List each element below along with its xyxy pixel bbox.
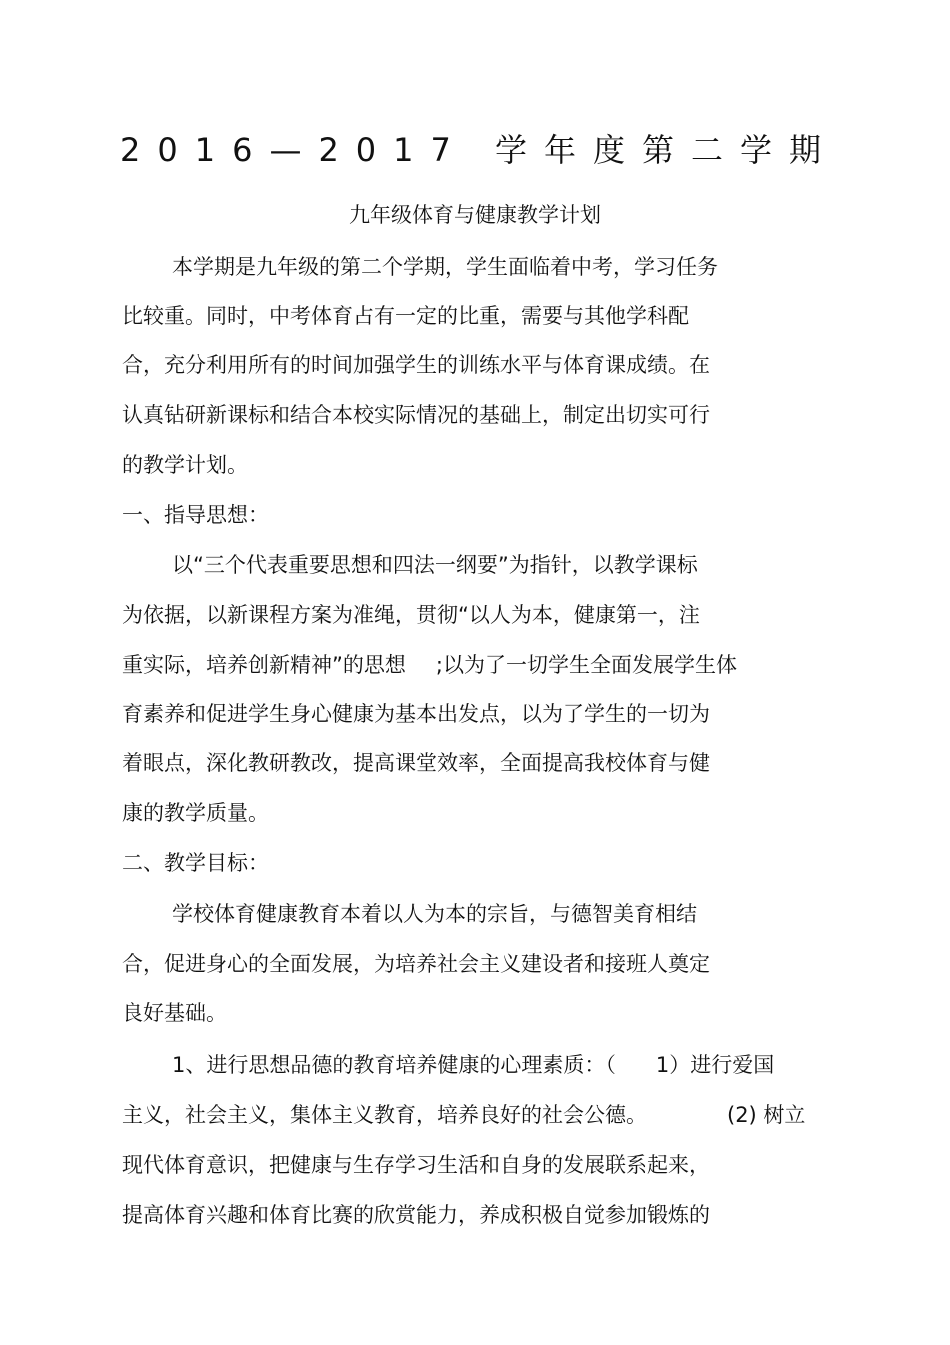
item-1-line-2-part-b: (2) 树立 (727, 1103, 806, 1127)
item-1-line-1-part-a: 1、进行思想品德的教育培养健康的心理素质：（ (172, 1053, 616, 1077)
item-1-line-3: 现代体育意识，把健康与生存学习生活和自身的发展联系起来， (122, 1153, 710, 1177)
section-1-line-3 (122, 650, 737, 680)
section-2-heading: 二、教学目标： (122, 851, 269, 875)
section-1-line-3-part-b: ;以为了一切学生全面发展学生体 (435, 653, 737, 677)
section-2-line-2: 合，促进身心的全面发展，为培养社会主义建设者和接班人奠定 (122, 952, 710, 976)
item-1-line-1 (172, 1050, 774, 1080)
document-subtitle: 九年级体育与健康教学计划 (349, 203, 601, 227)
section-1-line-6: 康的教学质量。 (122, 801, 269, 825)
intro-line-4: 认真钻研新课标和结合本校实际情况的基础上，制定出切实可行 (122, 403, 710, 427)
document-title: 2016—2017 学年度第二学期 (120, 131, 839, 169)
item-1-line-2 (122, 1100, 805, 1130)
item-1-line-2-part-a: 主义，社会主义，集体主义教育，培养良好的社会公德。 (122, 1103, 647, 1127)
intro-line-2: 比较重。同时，中考体育占有一定的比重，需要与其他学科配 (122, 304, 689, 328)
item-1-line-1-part-b: 1）进行爱国 (655, 1053, 775, 1077)
section-2-line-1: 学校体育健康教育本着以人为本的宗旨，与德智美育相结 (172, 902, 697, 926)
intro-line-1: 本学期是九年级的第二个学期，学生面临着中考，学习任务 (172, 255, 718, 279)
section-1-line-2: 为依据，以新课程方案为准绳，贯彻“以人为本，健康第一，注 (122, 603, 700, 627)
section-1-line-5: 着眼点，深化教研教改，提高课堂效率，全面提高我校体育与健 (122, 751, 710, 775)
section-1-line-4: 育素养和促进学生身心健康为基本出发点，以为了学生的一切为 (122, 702, 710, 726)
item-1-line-4: 提高体育兴趣和体育比赛的欣赏能力，养成积极自觉参加锻炼的 (122, 1203, 710, 1227)
section-1-heading: 一、指导思想： (122, 503, 269, 527)
section-1-line-1: 以“三个代表重要思想和四法一纲要”为指针，以教学课标 (172, 553, 698, 577)
section-2-line-3: 良好基础。 (122, 1001, 227, 1025)
intro-line-3: 合，充分利用所有的时间加强学生的训练水平与体育课成绩。在 (122, 353, 710, 377)
section-1-line-3-part-a: 重实际，培养创新精神”的思想 (122, 653, 406, 677)
intro-line-5: 的教学计划。 (122, 453, 248, 477)
